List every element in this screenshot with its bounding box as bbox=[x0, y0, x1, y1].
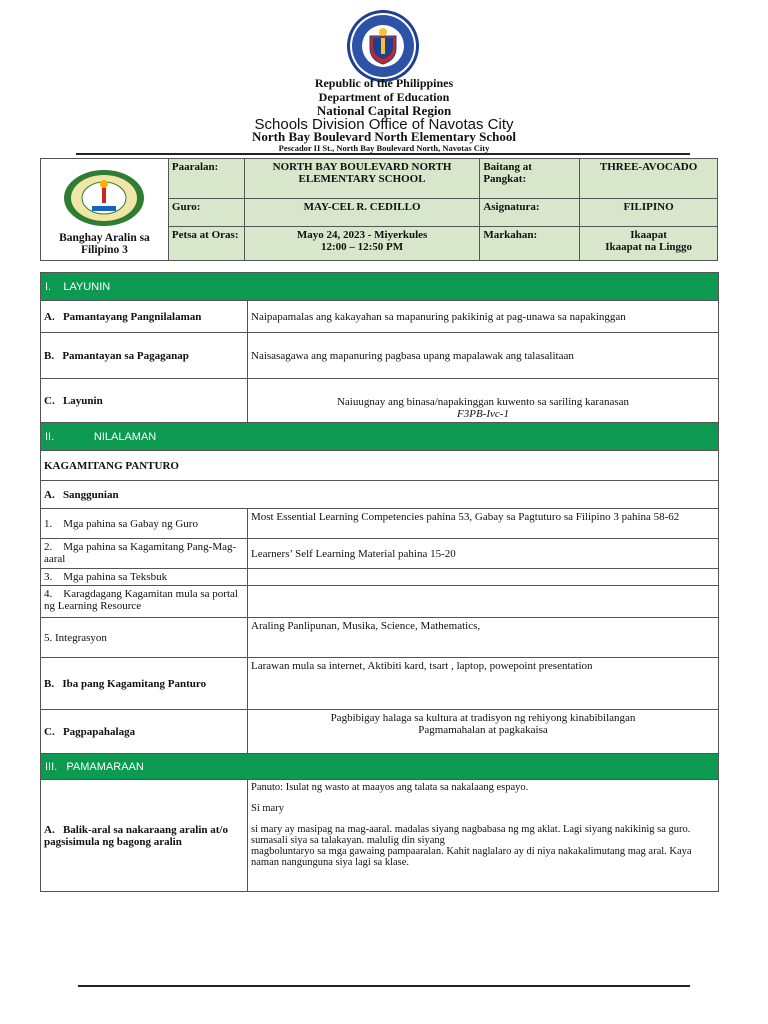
gabay-guro-value: Most Essential Learning Competencies pahina 53, Gabay sa Pagtuturo sa Filipino 3 pahina 58-62 bbox=[248, 509, 719, 539]
section-nilalaman: II. NILALAMAN bbox=[41, 423, 719, 451]
petsa-label: Petsa at Oras: bbox=[168, 227, 244, 261]
layunin-label: C. Layunin bbox=[41, 379, 248, 423]
header-rule bbox=[76, 153, 690, 155]
pamantayang-pangnilalaman-label: A. Pamantayang Pangnilalaman bbox=[41, 301, 248, 333]
guro-label: Guro: bbox=[168, 199, 244, 227]
balik-aral-value bbox=[248, 780, 719, 892]
balik-aral-paragraph-2: magboluntaryo sa mga gawaing pampaaralan. Kahit naglalaro ay di niya nakakalimutang mag aral. Kaya naman nangunguna siya lagi sa klase. bbox=[251, 846, 692, 868]
pamantayan-pagganap-value: Naisasagawa ang mapanuring pagbasa upang mapalawak ang talasalitaan bbox=[248, 333, 719, 379]
gabay-guro-label: 1. Mga pahina sa Gabay ng Guro bbox=[41, 509, 248, 539]
iba-pang-kagamitan-value: Larawan mula sa internet, Aktibiti kard, tsart , laptop, powepoint presentation bbox=[248, 658, 719, 710]
pagpapahalaga-line2: Pagmamahalan at pagkakaisa bbox=[418, 724, 548, 736]
layunin-value bbox=[248, 379, 719, 423]
kagamitang-mag-aaral-value: Learners’ Self Learning Material pahina 15-20 bbox=[248, 539, 719, 569]
karagdagang-kagamitan-label: 4. Karagdagang Kagamitan mula sa portal ng Learning Resource bbox=[41, 586, 248, 618]
layunin-text: Naiuugnay ang binasa/napakinggan kuwento sa sariling karanasan bbox=[336, 396, 630, 408]
markahan-label: Markahan: bbox=[480, 227, 580, 261]
header-republic: Republic of the Philippines bbox=[314, 76, 454, 90]
deped-seal-logo bbox=[345, 8, 421, 84]
balik-aral-label: A. Balik-aral sa nakaraang aralin at/o pagsisimula ng bagong aralin bbox=[41, 780, 248, 892]
layunin-code: F3PB-Ivc-1 bbox=[457, 408, 509, 420]
integrasyon-value: Araling Panlipunan, Musika, Science, Mathematics, bbox=[248, 618, 719, 658]
petsa-time: 12:00 – 12:50 PM bbox=[320, 241, 404, 253]
petsa-date: Mayo 24, 2023 - Miyerkules bbox=[296, 229, 428, 241]
kagamitang-mag-aaral-label: 2. Mga pahina sa Kagamitang Pang-Mag-aaral bbox=[41, 539, 248, 569]
petsa-value bbox=[244, 227, 480, 261]
baitang-value: THREE-AVOCADO bbox=[580, 159, 718, 199]
teksbuk-label: 3. Mga pahina sa Teksbuk bbox=[41, 569, 248, 586]
sanggunian-heading: A. Sanggunian bbox=[41, 481, 719, 509]
section-pamamaraan: III. PAMAMARAAN bbox=[41, 754, 719, 780]
integrasyon-label: 5. Integrasyon bbox=[41, 618, 248, 658]
header-department: Department of Education bbox=[318, 90, 450, 104]
balik-aral-panuto: Panuto: Isulat ng wasto at maayos ang talata sa nakalaang espayo. bbox=[251, 782, 529, 793]
pagpapahalaga-line1: Pagbibigay halaga sa kultura at tradisyon ng rehiyong kinabibilangan bbox=[330, 712, 636, 724]
teksbuk-value bbox=[248, 569, 719, 586]
guro-value: MAY-CEL R. CEDILLO bbox=[244, 199, 480, 227]
karagdagang-kagamitan-value bbox=[248, 586, 719, 618]
balik-aral-paragraph-1: si mary ay masipag na mag-aaral. madalas siyang nagbabasa ng mg aklat. Lagi siyang nakikinig sa guro. sumasali siya sa talakayan. malulig din siyang bbox=[251, 824, 691, 846]
asignatura-label: Asignatura: bbox=[480, 199, 580, 227]
lesson-info-table bbox=[40, 158, 718, 261]
paaralan-value: NORTH BAY BOULEVARD NORTH ELEMENTARY SCHOOL bbox=[244, 159, 480, 199]
pamantayan-pagganap-label: B. Pamantayan sa Pagaganap bbox=[41, 333, 248, 379]
pamantayang-pangnilalaman-value: Naipapamalas ang kakayahan sa mapanuring pakikinig at pag-unawa sa napakinggan bbox=[248, 301, 719, 333]
header-division: Schools Division Office of Navotas City bbox=[254, 116, 514, 133]
footer-rule bbox=[78, 985, 690, 987]
iba-pang-kagamitan-label: B. Iba pang Kagamitang Panturo bbox=[41, 658, 248, 710]
markahan-value bbox=[580, 227, 718, 261]
markahan-week: Ikaapat na Linggo bbox=[605, 241, 692, 253]
lesson-plan-table bbox=[40, 272, 719, 892]
kagamitang-panturo-heading: KAGAMITANG PANTURO bbox=[41, 451, 719, 481]
baitang-label: Baitang at Pangkat: bbox=[480, 159, 580, 199]
lesson-title: Banghay Aralin sa Filipino 3 bbox=[59, 232, 150, 256]
pagpapahalaga-label: C. Pagpapahalaga bbox=[41, 710, 248, 754]
school-logo-cell bbox=[41, 159, 169, 261]
markahan-quarter: Ikaapat bbox=[630, 229, 667, 241]
balik-aral-title: Si mary bbox=[251, 803, 284, 814]
paaralan-label: Paaralan: bbox=[168, 159, 244, 199]
header-address: Pescador II St., North Bay Boulevard North, Navotas City bbox=[278, 143, 490, 153]
header-school: North Bay Boulevard North Elementary School bbox=[252, 129, 516, 144]
asignatura-value: FILIPINO bbox=[580, 199, 718, 227]
pagpapahalaga-value bbox=[248, 710, 719, 754]
section-layunin: I. LAYUNIN bbox=[41, 273, 719, 301]
header-region: National Capital Region bbox=[316, 103, 452, 118]
school-seal-logo bbox=[62, 168, 146, 228]
